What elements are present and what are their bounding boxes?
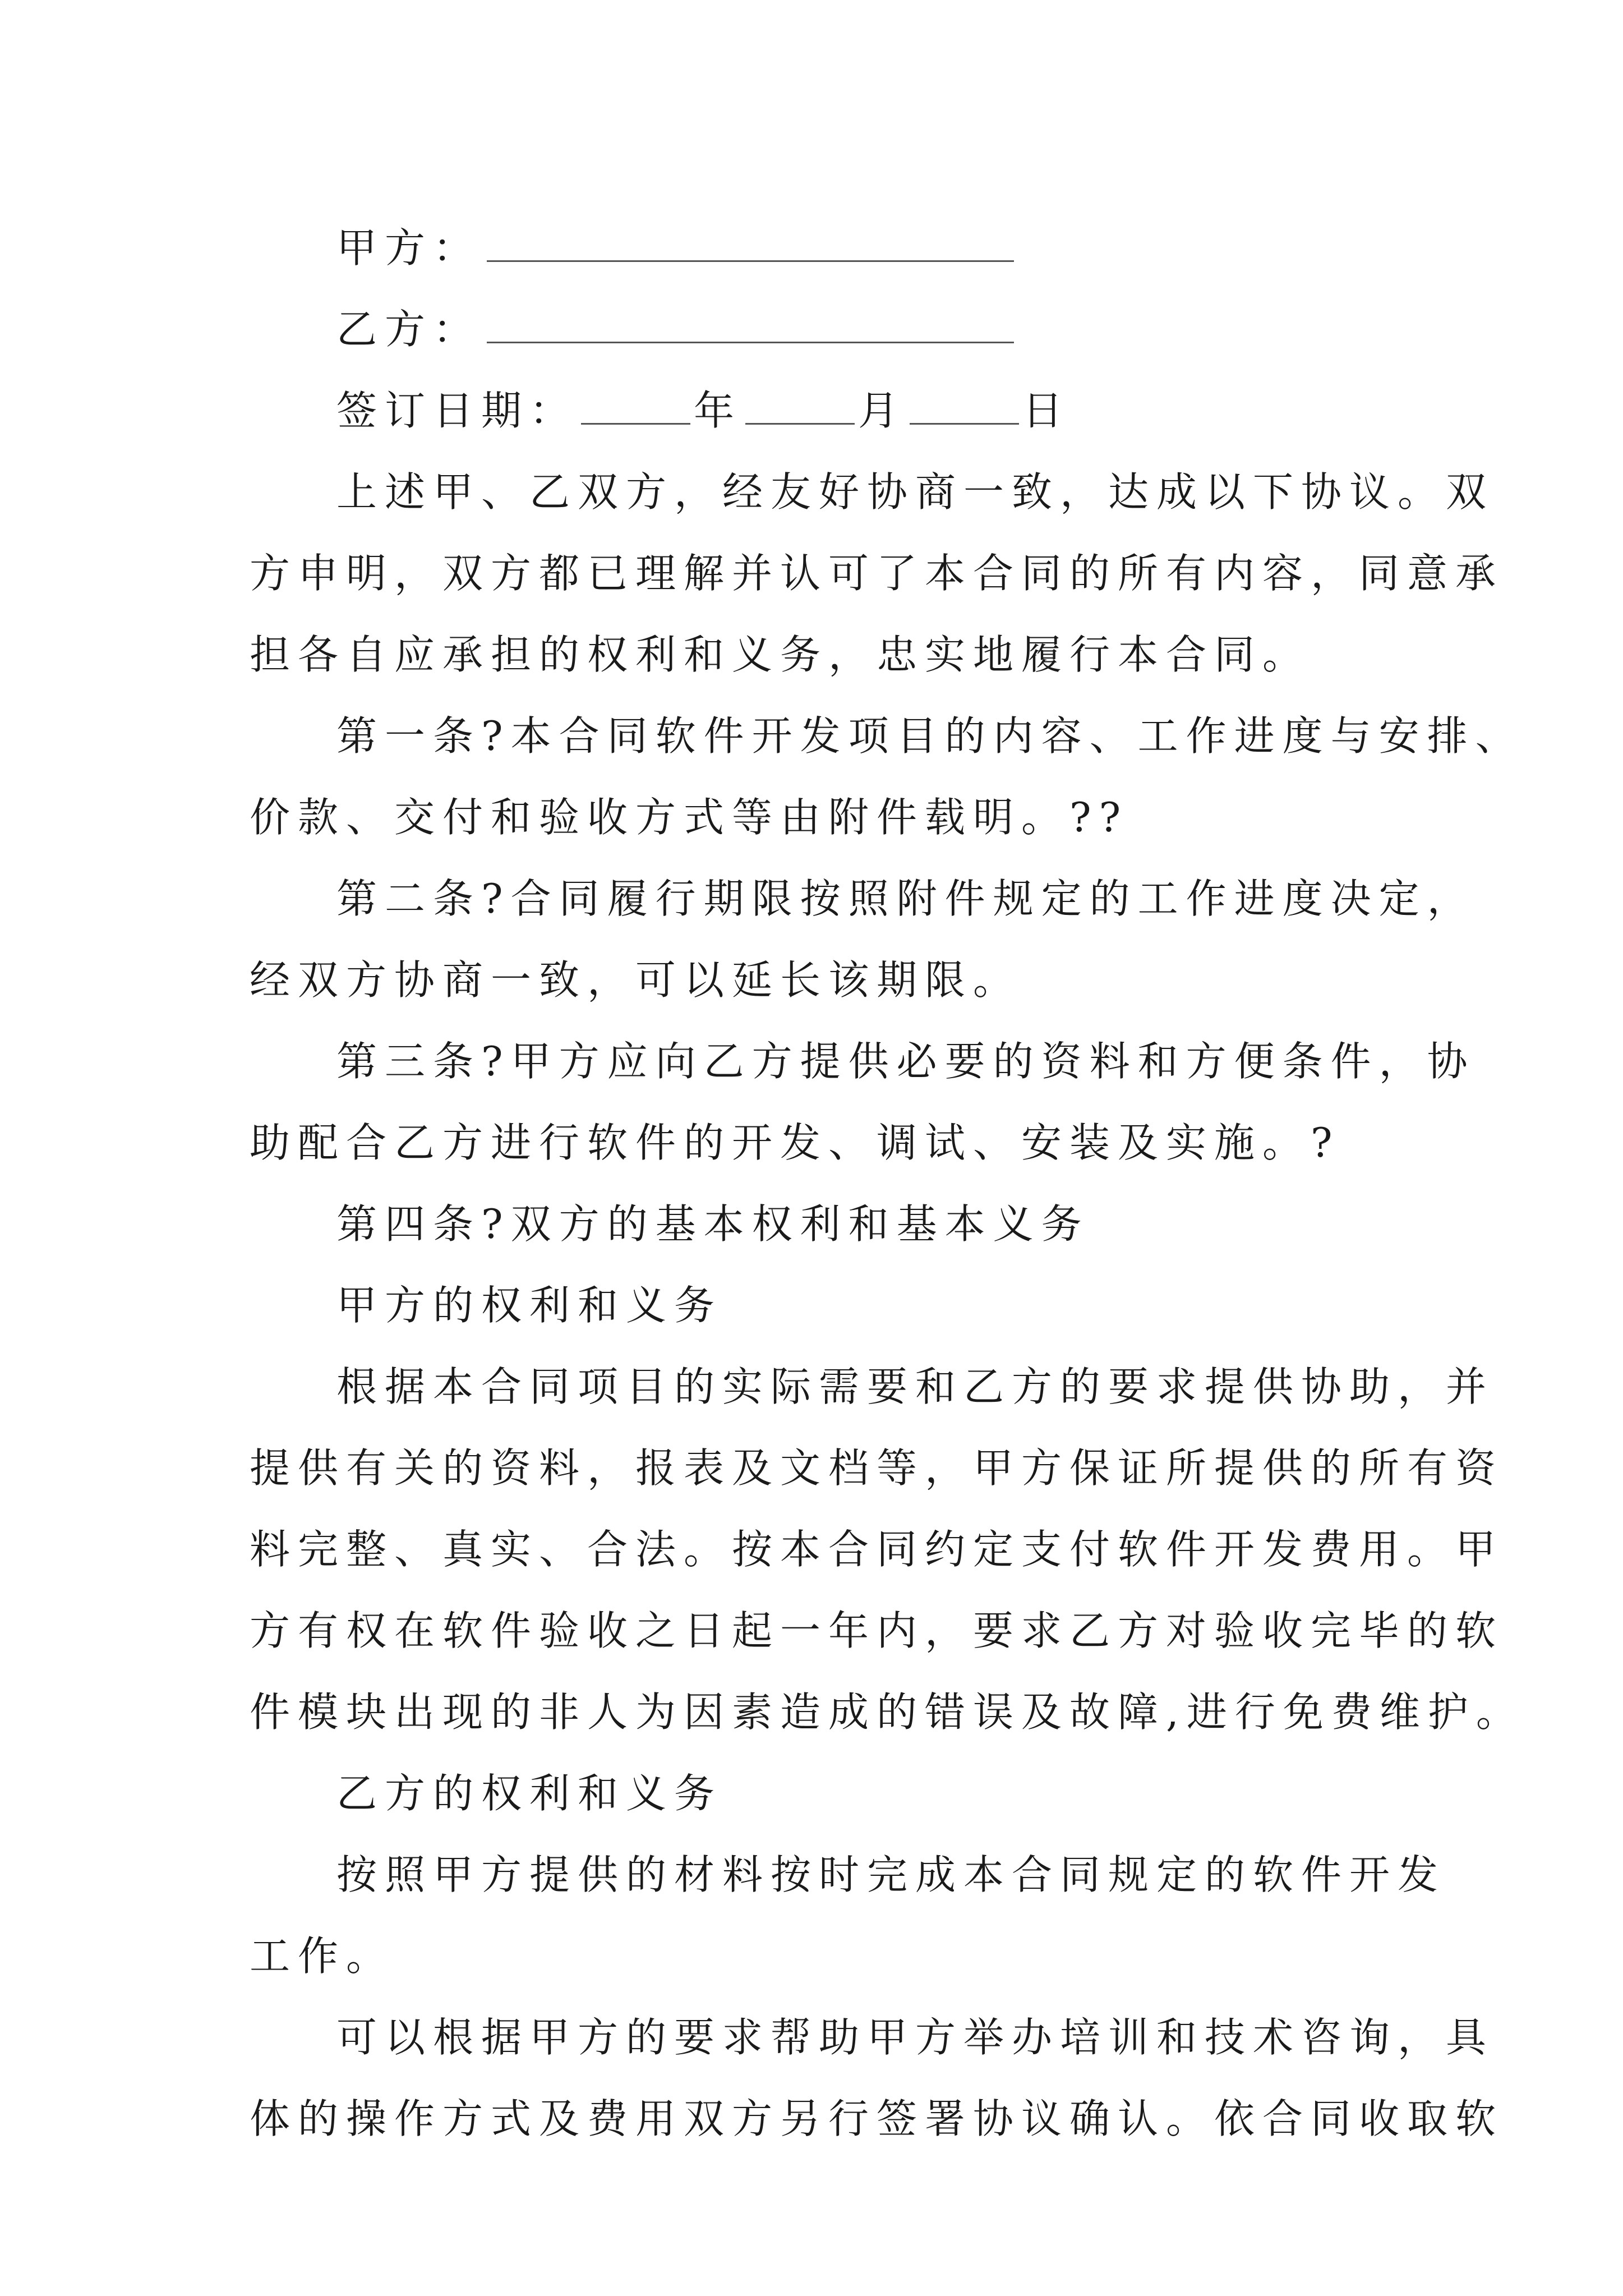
paragraph-line: 料完整、真实、合法。按本合同约定支付软件开发费用。甲 bbox=[250, 1526, 1504, 1573]
heading-party-a-rights bbox=[250, 1265, 1388, 1346]
party-a-label: 甲方： bbox=[336, 224, 482, 272]
paragraph-line: 甲方的权利和义务 bbox=[336, 1282, 723, 1329]
paragraph-line: 经双方协商一致，可以延长该期限。 bbox=[250, 956, 1022, 1004]
day-label: 日 bbox=[1022, 387, 1071, 434]
signing-date-line bbox=[250, 370, 1388, 452]
paragraph-line: 助配合乙方进行软件的开发、调试、安装及实施。? bbox=[250, 1119, 1340, 1166]
heading-party-b-rights bbox=[250, 1753, 1388, 1834]
paragraph-party-a-duties bbox=[250, 1346, 1524, 1753]
paragraph-line: 根据本合同项目的实际需要和乙方的要求提供协助，并 bbox=[336, 1363, 1495, 1410]
paragraph-line: 第一条?本合同软件开发项目的内容、工作进度与安排、 bbox=[336, 712, 1524, 760]
party-b-label: 乙方： bbox=[336, 306, 482, 353]
month-blank bbox=[745, 421, 855, 425]
paragraph-line: 可以根据甲方的要求帮助甲方举办培训和技术咨询，具 bbox=[336, 2014, 1495, 2061]
paragraph-agreement bbox=[250, 452, 1504, 696]
paragraph-line: 上述甲、乙双方，经友好协商一致，达成以下协议。双 bbox=[336, 468, 1495, 516]
paragraph-article-4 bbox=[250, 1184, 1388, 1265]
paragraph-party-b-work bbox=[250, 1834, 1446, 1997]
month-label: 月 bbox=[858, 387, 907, 434]
paragraph-article-1 bbox=[250, 696, 1524, 858]
year-label: 年 bbox=[694, 387, 743, 434]
paragraph-line: 价款、交付和验收方式等由附件载明。?? bbox=[250, 794, 1129, 841]
paragraph-line: 工作。 bbox=[250, 1932, 395, 1980]
day-blank bbox=[910, 421, 1019, 425]
year-blank bbox=[581, 421, 690, 425]
contract-body bbox=[250, 208, 1524, 2160]
paragraph-party-b-training bbox=[250, 1997, 1504, 2160]
paragraph-line: 方申明，双方都已理解并认可了本合同的所有内容，同意承 bbox=[250, 550, 1504, 597]
paragraph-article-3 bbox=[250, 1021, 1476, 1184]
party-a-line bbox=[250, 208, 1388, 289]
paragraph-line: 体的操作方式及费用双方另行签署协议确认。依合同收取软 bbox=[250, 2095, 1504, 2142]
paragraph-line: 担各自应承担的权利和义务，忠实地履行本合同。 bbox=[250, 631, 1311, 678]
party-a-blank bbox=[487, 258, 1014, 262]
paragraph-line: 提供有关的资料，报表及文档等，甲方保证所提供的所有资 bbox=[250, 1444, 1504, 1492]
paragraph-line: 件模块出现的非人为因素造成的错误及故障,进行免费维护。 bbox=[250, 1688, 1524, 1736]
party-b-blank bbox=[487, 339, 1014, 343]
paragraph-line: 第三条?甲方应向乙方提供必要的资料和方便条件，协 bbox=[336, 1038, 1476, 1085]
paragraph-line: 第二条?合同履行期限按照附件规定的工作进度决定， bbox=[336, 875, 1476, 922]
paragraph-line: 乙方的权利和义务 bbox=[336, 1770, 723, 1817]
paragraph-line: 按照甲方提供的材料按时完成本合同规定的软件开发 bbox=[336, 1851, 1446, 1898]
paragraph-line: 方有权在软件验收之日起一年内，要求乙方对验收完毕的软 bbox=[250, 1607, 1504, 1654]
paragraph-line: 第四条?双方的基本权利和基本义务 bbox=[336, 1200, 1090, 1248]
signing-date-label: 签订日期： bbox=[336, 387, 578, 434]
paragraph-article-2 bbox=[250, 858, 1476, 1021]
party-b-line bbox=[250, 289, 1388, 370]
